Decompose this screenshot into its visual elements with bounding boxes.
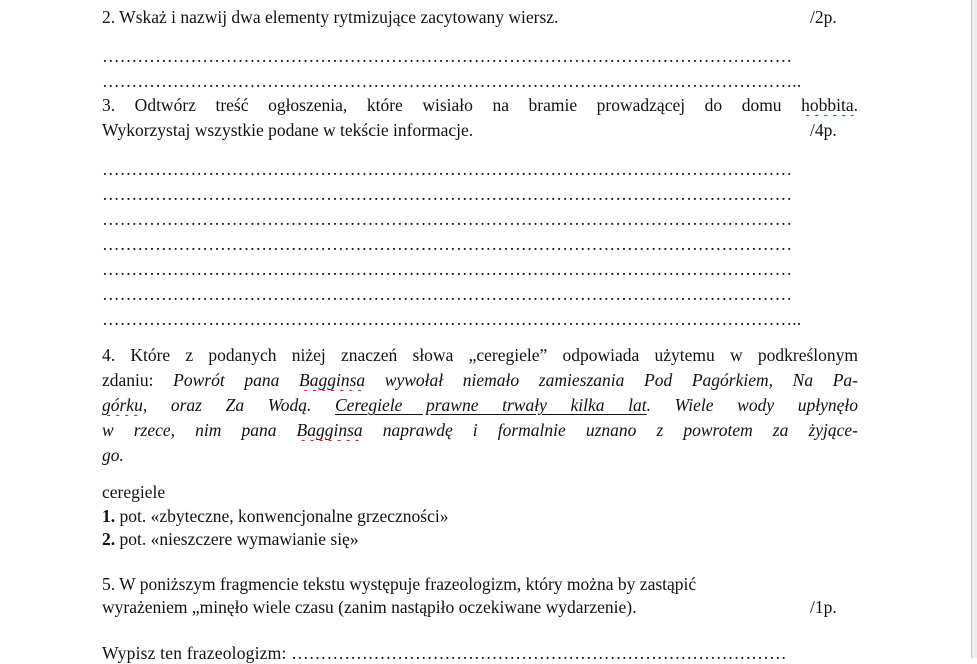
quote-text: naprawdę i formalnie uznano z powrotem za żyjące- bbox=[362, 420, 858, 440]
misspelled-word: hobbita bbox=[801, 95, 854, 115]
misspelled-word: Bagginsa bbox=[299, 370, 366, 390]
question-3-line-1 bbox=[102, 94, 858, 116]
question-5-line-1: 5. W poniższym fragmencie tekstu występuje frazeologizm, który można by zastąpić bbox=[102, 574, 697, 594]
question-3-points: /4p. bbox=[810, 120, 837, 140]
answer-line[interactable]: ……………………………………………………………………………………………………… bbox=[102, 259, 793, 279]
page-edge bbox=[971, 0, 977, 658]
answer-line[interactable]: ……………………………………………………………………………………………………… bbox=[102, 209, 793, 229]
definition-option[interactable] bbox=[102, 528, 858, 550]
question-4-line-5 bbox=[102, 444, 858, 466]
write-phrase-line[interactable] bbox=[102, 642, 850, 664]
answer-line[interactable]: ……………………………………………………………………………………………………… bbox=[102, 184, 793, 204]
definition-term: ceregiele bbox=[102, 482, 166, 502]
quote-text: , oraz Za Wodą. bbox=[142, 395, 335, 415]
quote-text: Powrót pana bbox=[173, 370, 300, 390]
question-4-line-3 bbox=[102, 394, 858, 416]
question-4-line-4 bbox=[102, 419, 858, 441]
quote-text: . Wiele wody upłynęło bbox=[646, 395, 858, 415]
answer-line[interactable]: ……………………………………………………………………………………………………… bbox=[102, 159, 793, 179]
option-number: 1. bbox=[102, 506, 116, 526]
punctuation: . bbox=[853, 95, 858, 115]
answer-line[interactable]: ……………………………………………………………………………………………………….. bbox=[102, 309, 802, 329]
question-2-text: 2. Wskaż i nazwij dwa elementy rytmizujące zacytowany wiersz. bbox=[102, 7, 559, 27]
answer-line[interactable]: ……………………………………………………………………………………………………… bbox=[102, 234, 793, 254]
write-label: Wypisz ten frazeologizm: bbox=[102, 643, 292, 663]
question-3-line-2: Wykorzystaj wszystkie podane w tekście informacje. bbox=[102, 120, 474, 140]
question-4-text: zdaniu: bbox=[102, 370, 174, 390]
misspelled-word: Bagginsa bbox=[296, 420, 363, 440]
option-text: pot. «zbyteczne, konwencjonalne grzeczności» bbox=[115, 506, 449, 526]
underlined-sentence: Ceregiele prawne trwały kilka lat bbox=[334, 395, 647, 415]
question-5-points: /1p. bbox=[810, 597, 837, 617]
answer-line[interactable]: ……………………………………………………………………………………………………… bbox=[102, 46, 793, 66]
definition-option[interactable] bbox=[102, 505, 858, 527]
question-2-points: /2p. bbox=[810, 7, 837, 27]
answer-line[interactable]: ……………………………………………………………………………………………………….. bbox=[102, 71, 802, 91]
answer-line[interactable]: ……………………………………………………………………………………………………… bbox=[102, 284, 793, 304]
quote-text: wywołał niemało zamieszania Pod Pagórkiem, Na Pa- bbox=[365, 370, 858, 390]
option-text: pot. «nieszczere wymawianie się» bbox=[115, 529, 359, 549]
misspelled-word: górku bbox=[102, 395, 143, 415]
answer-line[interactable]: ………………………………………………………………………… bbox=[291, 643, 787, 663]
question-5-line-2: wyrażeniem „minęło wiele czasu (zanim nastąpiło oczekiwane wydarzenie). bbox=[102, 597, 637, 617]
question-3-text: 3. Odtwórz treść ogłoszenia, które wisiało na bramie prowadzącej do domu bbox=[102, 95, 782, 115]
quote-text: w rzece, nim pana bbox=[102, 420, 297, 440]
question-4-line-2 bbox=[102, 369, 858, 391]
quote-text: go. bbox=[102, 445, 124, 465]
question-4-line-1: 4. Które z podanych niżej znaczeń słowa „ceregiele” odpowiada użytemu w podkreślonym bbox=[102, 345, 858, 365]
option-number: 2. bbox=[102, 529, 116, 549]
